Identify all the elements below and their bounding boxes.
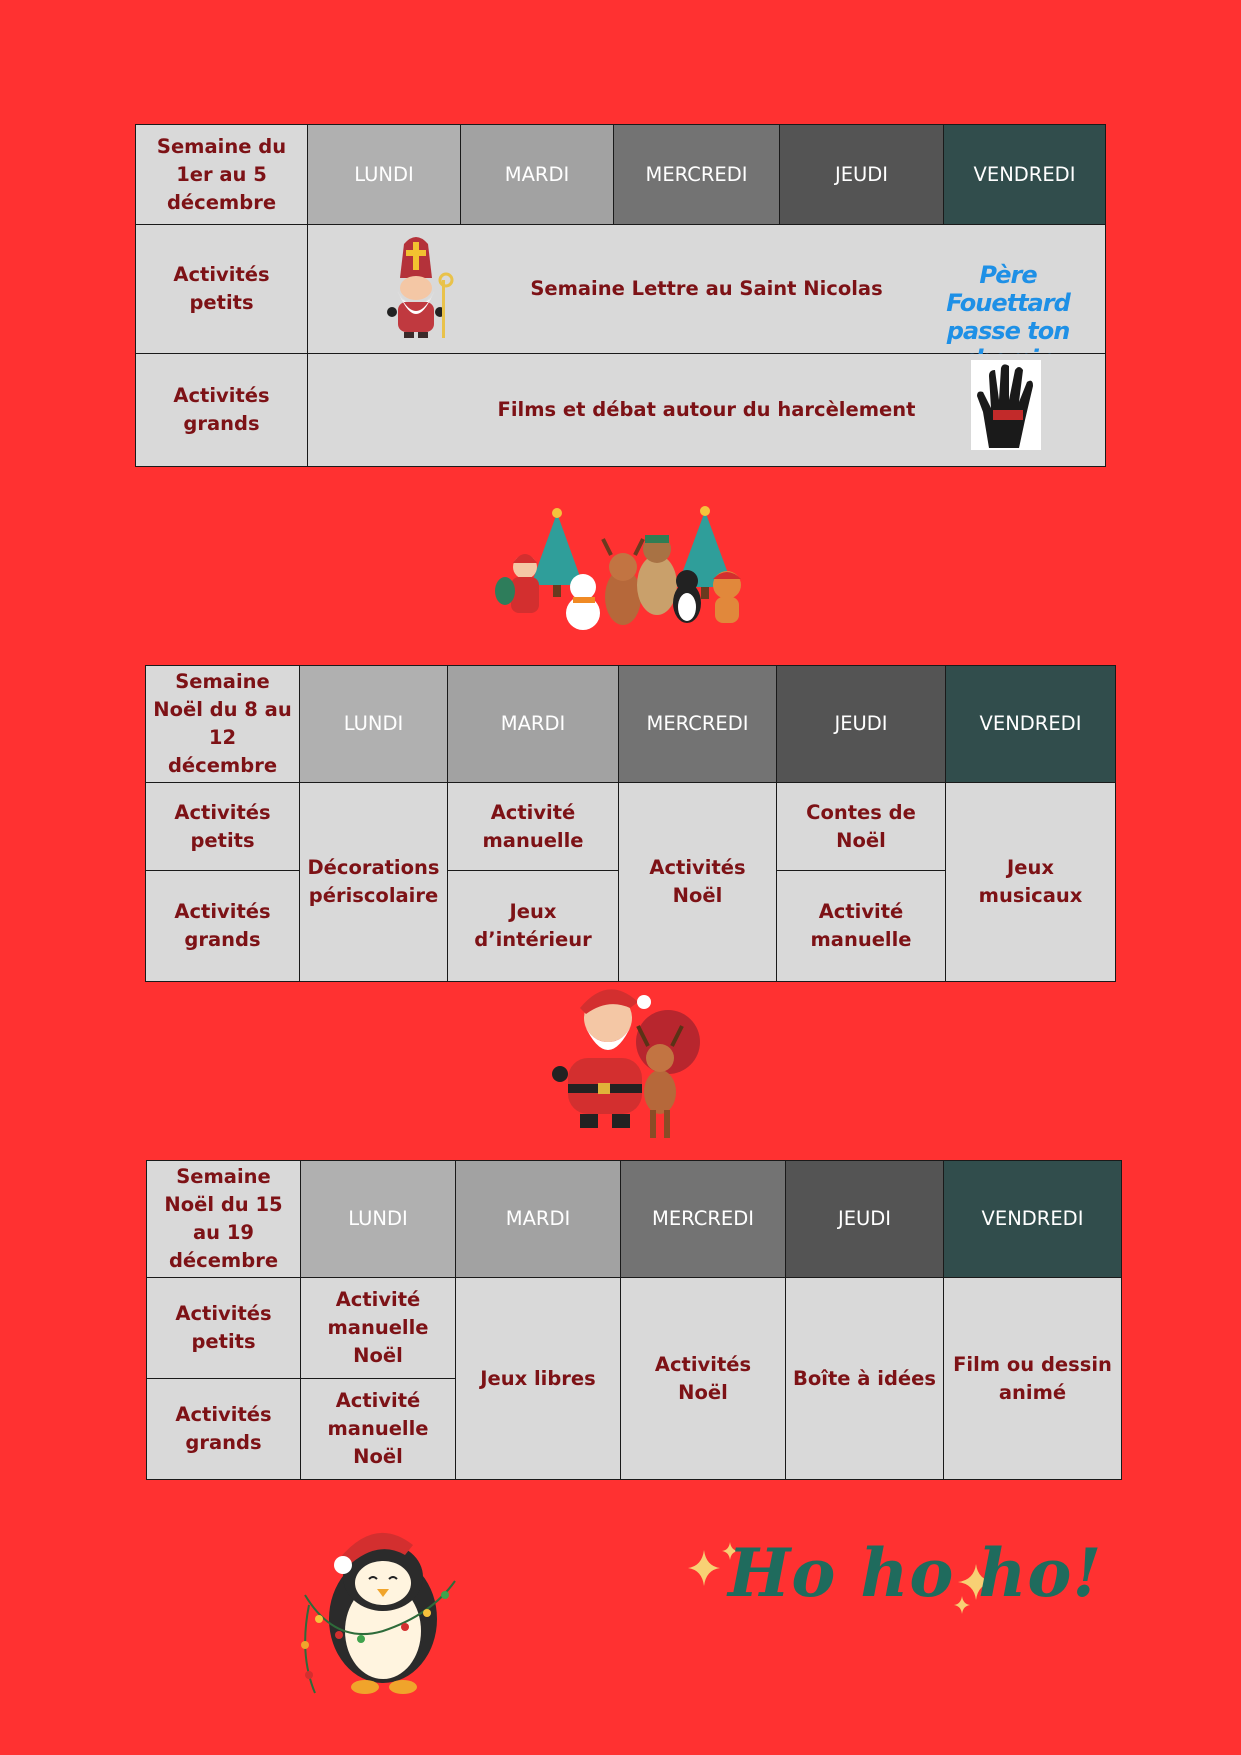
- week3-row-big-label: Activités grands: [147, 1379, 301, 1480]
- pere-fouettard-logo: Père Fouettard passe ton: [946, 261, 1070, 345]
- week3-day-jeudi: JEUDI: [786, 1161, 944, 1278]
- penguin-lights-icon: [295, 1515, 485, 1705]
- stop-harassment-hand-icon: [971, 360, 1041, 450]
- week3-day-vendredi: VENDREDI: [944, 1161, 1122, 1278]
- week1-row-small-cell: [308, 225, 1106, 354]
- week2-vendredi: Jeux musicaux: [946, 783, 1116, 982]
- ho-ho-ho-text: Ho ho ho!: [728, 1534, 1103, 1612]
- week1-row-big-label: Activités grands: [136, 354, 308, 467]
- week3-mercredi: Activités Noël: [621, 1278, 786, 1480]
- week1-day-vendredi: VENDREDI: [944, 125, 1106, 225]
- week2-jeudi-big: Activité manuelle: [777, 871, 946, 982]
- week1-heading: Semaine du 1er au 5 décembre: [136, 125, 308, 225]
- week3-day-mardi: MARDI: [456, 1161, 621, 1278]
- christmas-characters-icon: [495, 505, 760, 630]
- week3-jeudi: Boîte à idées: [786, 1278, 944, 1480]
- week1-day-mercredi: MERCREDI: [614, 125, 780, 225]
- week2-row-big-label: Activités grands: [146, 871, 300, 982]
- saint-nicolas-icon: [378, 230, 466, 340]
- week3-lundi-small: Activité manuelle Noël: [301, 1278, 456, 1379]
- week2-mardi-small: Activité manuelle: [448, 783, 619, 871]
- week1-row-small-label: Activités petits: [136, 225, 308, 354]
- week3-day-lundi: LUNDI: [301, 1161, 456, 1278]
- week2-day-vendredi: VENDREDI: [946, 666, 1116, 783]
- week2-heading: Semaine Noël du 8 au 12 décembre: [146, 666, 300, 783]
- week1-row-big-cell: [308, 354, 1106, 467]
- week3-row-small-label: Activités petits: [147, 1278, 301, 1379]
- week2-day-mardi: MARDI: [448, 666, 619, 783]
- week1-day-lundi: LUNDI: [308, 125, 461, 225]
- week2-table: [145, 665, 1116, 982]
- week3-mardi: Jeux libres: [456, 1278, 621, 1480]
- week2-jeudi-small: Contes de Noël: [777, 783, 946, 871]
- week2-day-jeudi: JEUDI: [777, 666, 946, 783]
- week1-row-small-text: Semaine Lettre au Saint Nicolas: [530, 277, 883, 300]
- week2-row-small-label: Activités petits: [146, 783, 300, 871]
- week1-day-mardi: MARDI: [461, 125, 614, 225]
- week1-day-jeudi: JEUDI: [780, 125, 944, 225]
- week2-mercredi: Activités Noël: [619, 783, 777, 982]
- week2-day-lundi: LUNDI: [300, 666, 448, 783]
- week2-day-mercredi: MERCREDI: [619, 666, 777, 783]
- week3-vendredi: Film ou dessin animé: [944, 1278, 1122, 1480]
- week3-heading: Semaine Noël du 15 au 19 décembre: [147, 1161, 301, 1278]
- week2-lundi: Décorations périscolaire: [300, 783, 448, 982]
- week3-lundi-big: Activité manuelle Noël: [301, 1379, 456, 1480]
- week3-table: [146, 1160, 1122, 1480]
- week1-row-big-text: Films et débat autour du harcèlement: [497, 398, 916, 421]
- santa-reindeer-icon: [550, 980, 710, 1145]
- week2-mardi-big: Jeux d’intérieur: [448, 871, 619, 982]
- week1-table: [135, 124, 1106, 467]
- week3-day-mercredi: MERCREDI: [621, 1161, 786, 1278]
